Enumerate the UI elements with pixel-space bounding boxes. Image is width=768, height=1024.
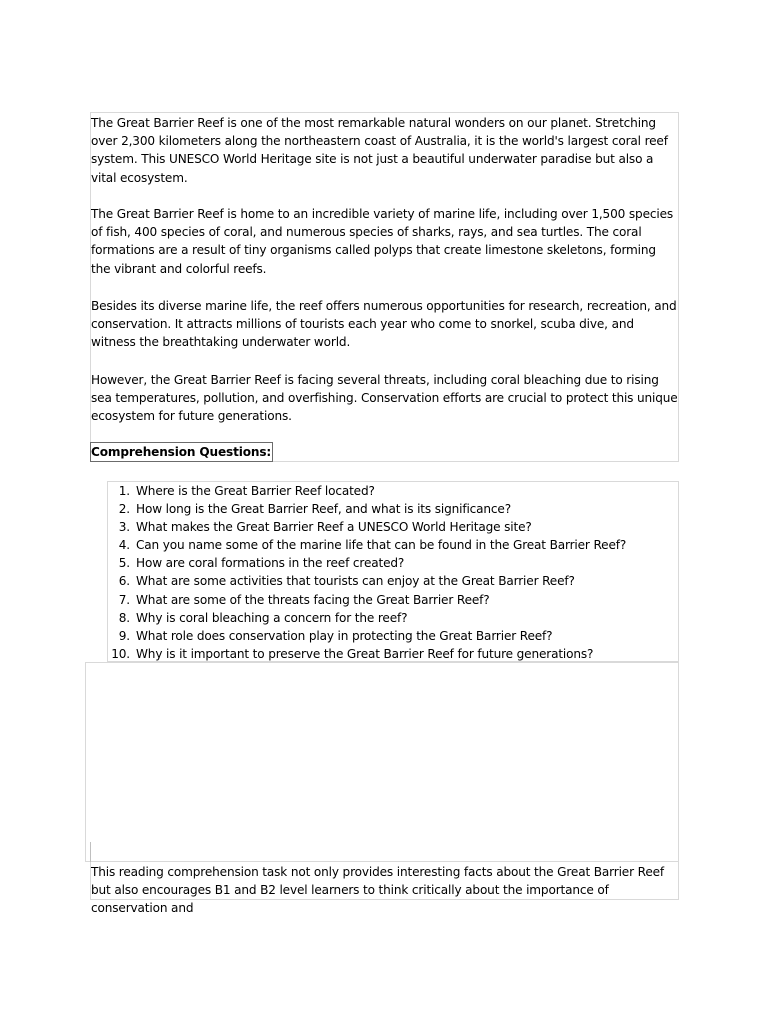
question-text: How long is the Great Barrier Reef, and what is its significance? bbox=[136, 502, 511, 517]
question-number: 4. bbox=[118, 538, 130, 553]
frame-divider bbox=[90, 842, 91, 862]
question-item bbox=[107, 482, 677, 500]
question-item bbox=[107, 500, 677, 518]
comprehension-questions-heading: Comprehension Questions: bbox=[91, 443, 272, 461]
question-list bbox=[107, 482, 677, 663]
question-item bbox=[107, 518, 677, 536]
question-number: 3. bbox=[118, 520, 130, 535]
passage-paragraph-2: The Great Barrier Reef is home to an incredible variety of marine life, including over 1,500 species of fish, 400 species of coral, and numerous species of sharks, rays, and sea turtles. The coral formations are a result of tiny organisms called polyps that create limestone skeletons, forming the vibrant and colorful reefs. bbox=[91, 207, 674, 276]
question-text: What makes the Great Barrier Reef a UNESCO World Heritage site? bbox=[136, 520, 532, 535]
question-text: Why is coral bleaching a concern for the reef? bbox=[136, 610, 408, 625]
question-item bbox=[107, 572, 677, 590]
question-number: 8. bbox=[118, 610, 130, 625]
question-item bbox=[107, 645, 677, 663]
question-item bbox=[107, 627, 677, 645]
question-item bbox=[107, 554, 677, 572]
question-text: What role does conservation play in protecting the Great Barrier Reef? bbox=[136, 628, 553, 643]
question-number: 10. bbox=[111, 646, 130, 661]
question-text: What are some of the threats facing the Great Barrier Reef? bbox=[136, 592, 490, 607]
question-item bbox=[107, 591, 677, 609]
question-number: 9. bbox=[118, 628, 130, 643]
question-text: How are coral formations in the reef created? bbox=[136, 556, 405, 571]
question-text: What are some activities that tourists can enjoy at the Great Barrier Reef? bbox=[136, 574, 575, 589]
question-number: 7. bbox=[118, 592, 130, 607]
question-text: Can you name some of the marine life that can be found in the Great Barrier Reef? bbox=[136, 538, 627, 553]
question-number: 1. bbox=[118, 484, 130, 498]
question-item bbox=[107, 609, 677, 627]
blank-frame bbox=[85, 662, 679, 862]
passage-paragraph-4: However, the Great Barrier Reef is facing several threats, including coral bleaching due to rising sea temperatures, pollution, and overfishing. Conservation efforts are crucial to protect this unique ecosystem for future generations. bbox=[91, 373, 678, 424]
passage-paragraph-3: Besides its diverse marine life, the reef offers numerous opportunities for research, recreation, and conservation. It attracts millions of tourists each year who come to snorkel, scuba dive, and witness the breathtaking underwater world. bbox=[91, 299, 677, 350]
question-text: Where is the Great Barrier Reef located? bbox=[136, 484, 375, 498]
question-number: 2. bbox=[118, 502, 130, 517]
question-number: 5. bbox=[118, 556, 130, 571]
closing-paragraph: This reading comprehension task not only provides interesting facts about the Great Barrier Reef but also encourages B1 and B2 level learners to think critically about the importance of conservation and bbox=[91, 865, 665, 916]
question-text: Why is it important to preserve the Great Barrier Reef for future generations? bbox=[136, 646, 594, 661]
question-item bbox=[107, 536, 677, 554]
passage-paragraph-1: The Great Barrier Reef is one of the most remarkable natural wonders on our planet. Stretching over 2,300 kilometers along the northeastern coast of Australia, it is the world's largest coral reef system. This UNESCO World Heritage site is not just a beautiful underwater paradise but also a vital ecosystem. bbox=[91, 116, 668, 185]
question-number: 6. bbox=[118, 574, 130, 589]
